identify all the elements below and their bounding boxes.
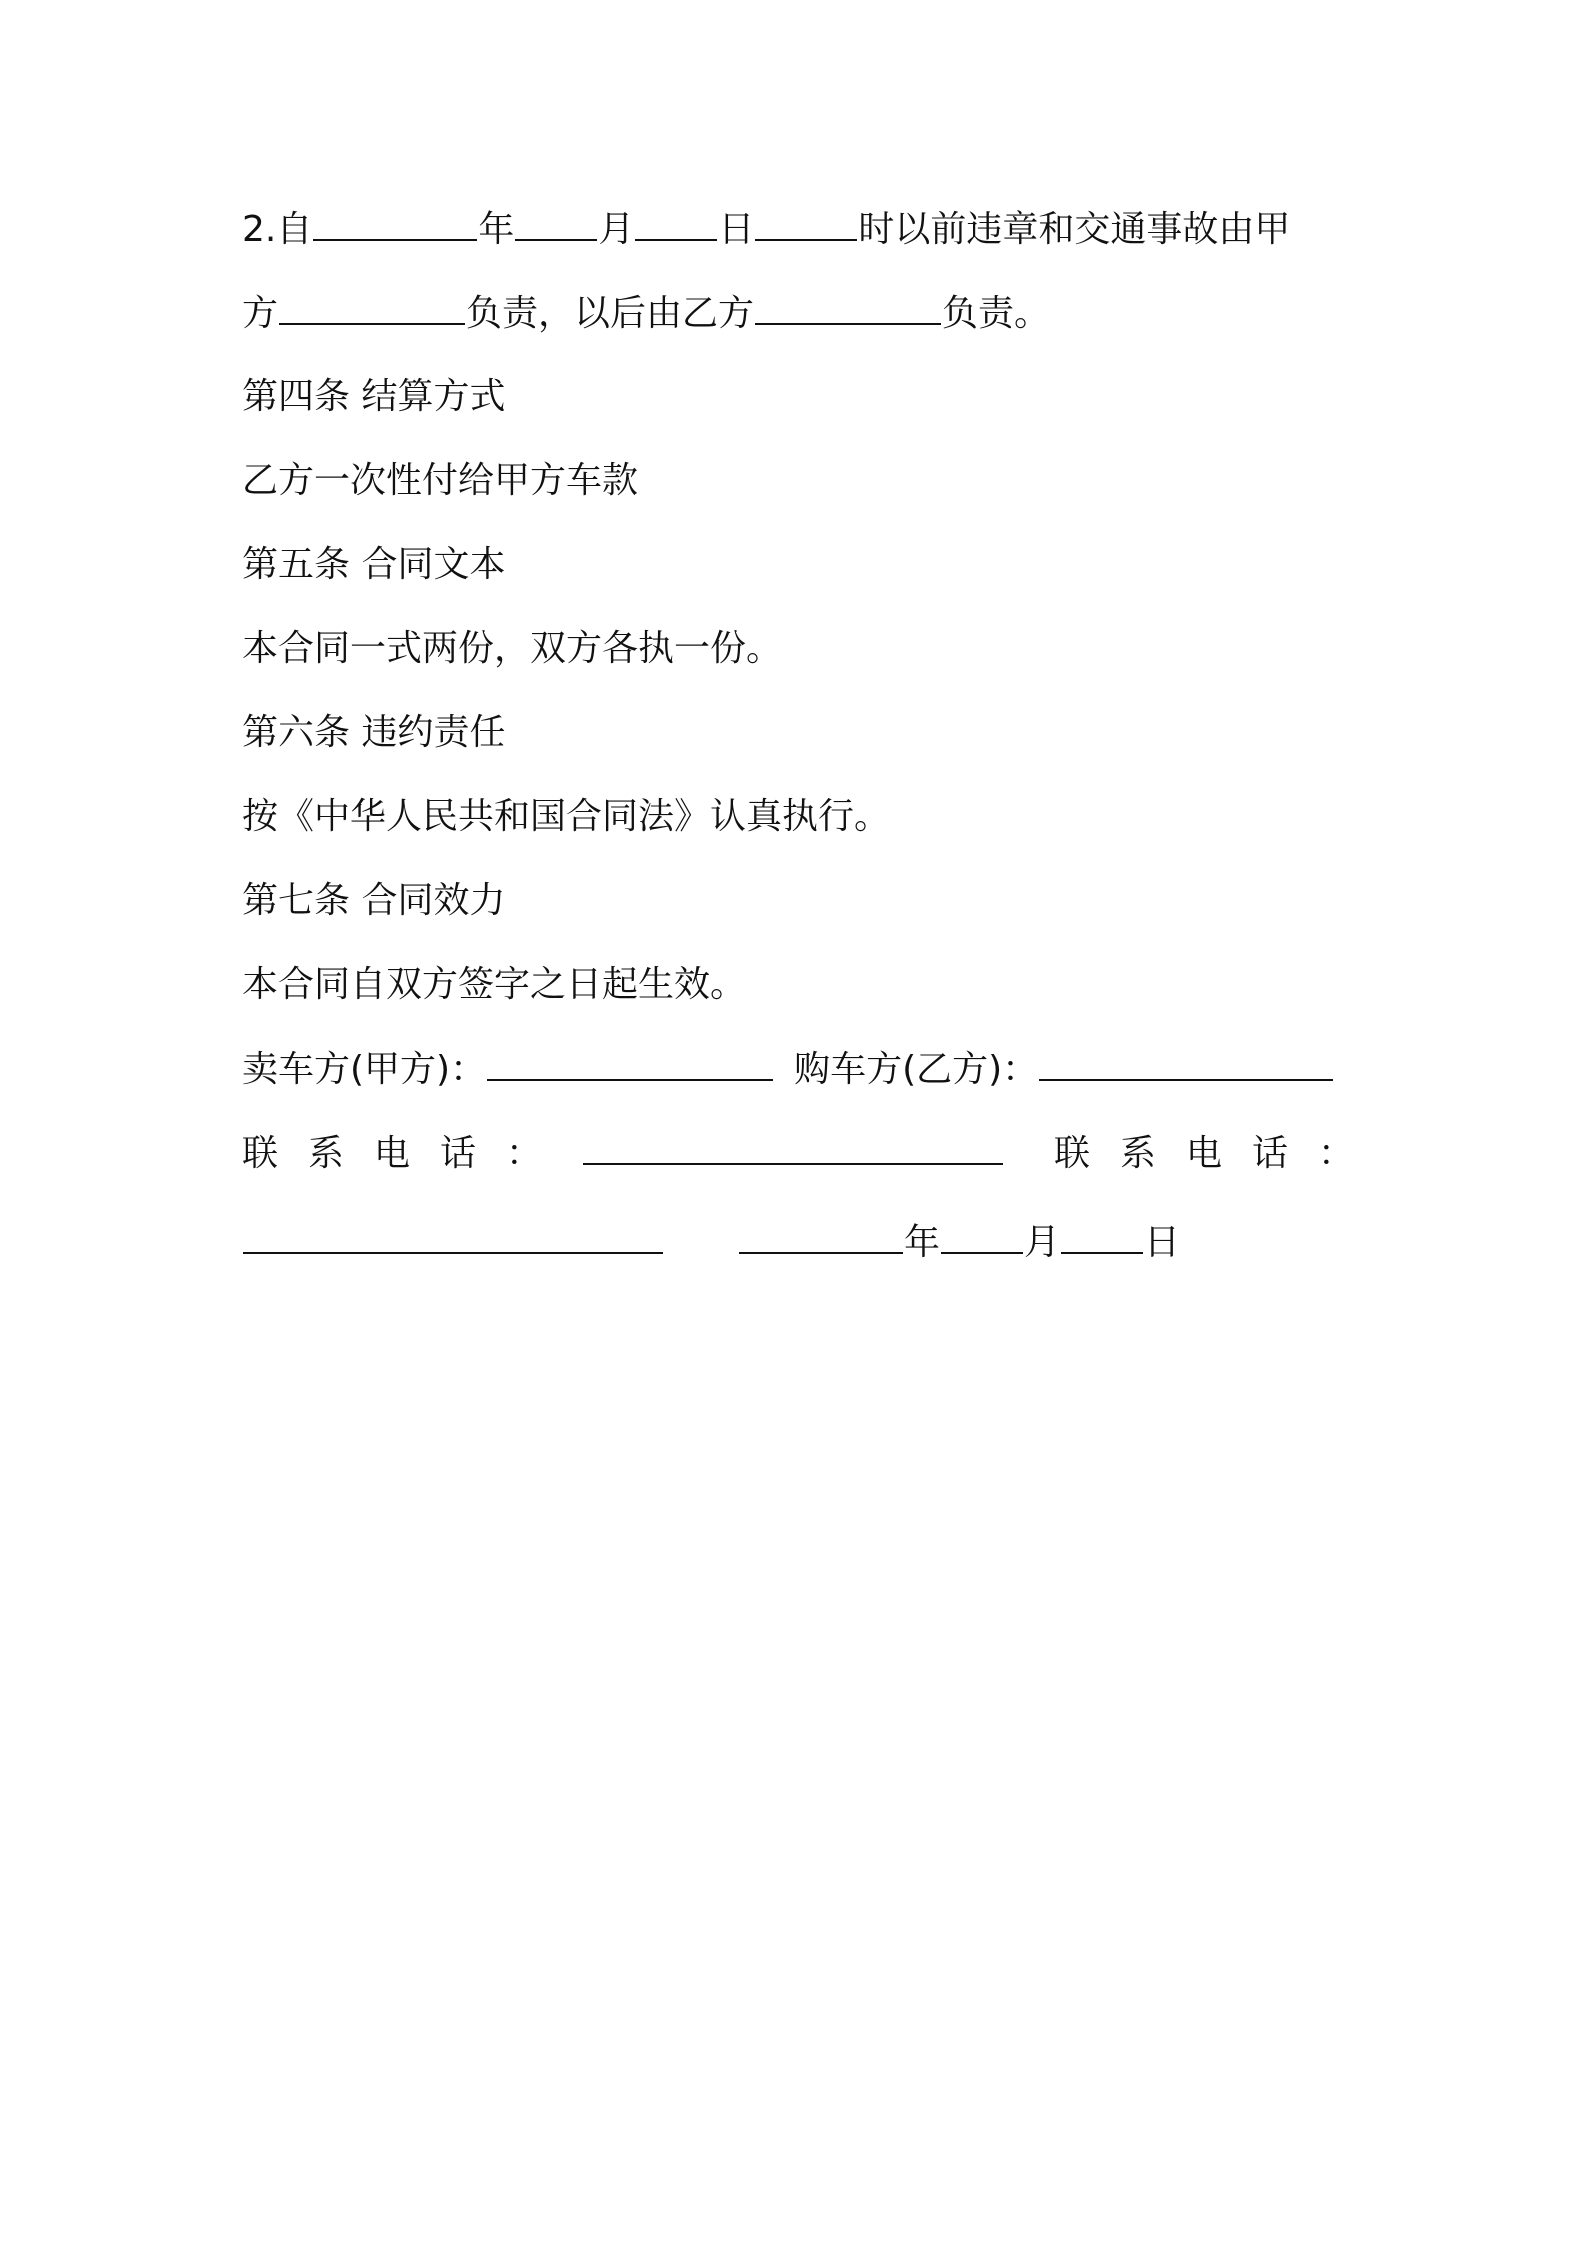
date-month-label: 月	[1024, 1222, 1061, 1263]
seller-label: 卖车方(甲方)：	[242, 1049, 487, 1090]
signature-line	[242, 1045, 1334, 1094]
blank-month	[515, 205, 597, 241]
item2-year-label: 年	[478, 209, 515, 250]
article5-body: 本合同一式两份，双方各执一份。	[242, 628, 783, 669]
clause3-item2-line1	[242, 205, 1290, 254]
item2-line2-end: 负责。	[942, 293, 1051, 334]
phone-label-right: 联系电话：	[1054, 1133, 1385, 1174]
date-day-label: 日	[1144, 1222, 1181, 1263]
blank-phone-left	[583, 1129, 1003, 1165]
article6-body: 按《中华人民共和国合同法》认真执行。	[242, 796, 891, 837]
article6-heading: 第六条 违约责任	[242, 712, 506, 753]
blank-buyer	[1039, 1045, 1333, 1081]
phone-date-line	[242, 1218, 1180, 1267]
item2-tail: 时以前违章和交通事故由甲	[858, 209, 1291, 250]
article4-heading: 第四条 结算方式	[242, 376, 506, 417]
article4-body: 乙方一次性付给甲方车款	[242, 460, 639, 501]
item2-line2-mid: 负责，以后由乙方	[466, 293, 755, 334]
blank-phone-right	[243, 1218, 663, 1254]
blank-party-a	[279, 289, 465, 325]
clause3-item2-line2	[242, 289, 1050, 338]
article5-heading: 第五条 合同文本	[242, 544, 506, 585]
blank-date-day	[1061, 1218, 1143, 1254]
article7-heading: 第七条 合同效力	[242, 880, 506, 921]
phone-label-left: 联系电话：	[242, 1133, 573, 1174]
blank-date-year	[739, 1218, 903, 1254]
blank-seller	[487, 1045, 773, 1081]
item2-line2-start: 方	[242, 293, 279, 334]
blank-hour	[755, 205, 857, 241]
buyer-label: 购车方(乙方)：	[794, 1049, 1039, 1090]
blank-party-b	[755, 289, 941, 325]
item2-month-label: 月	[598, 209, 635, 250]
date-year-label: 年	[904, 1222, 941, 1263]
item2-prefix: 2.自	[242, 209, 313, 250]
blank-year	[313, 205, 477, 241]
blank-day	[635, 205, 717, 241]
article7-body: 本合同自双方签字之日起生效。	[242, 964, 747, 1005]
blank-date-month	[941, 1218, 1023, 1254]
item2-day-label: 日	[718, 209, 755, 250]
phone-line	[242, 1129, 1384, 1178]
